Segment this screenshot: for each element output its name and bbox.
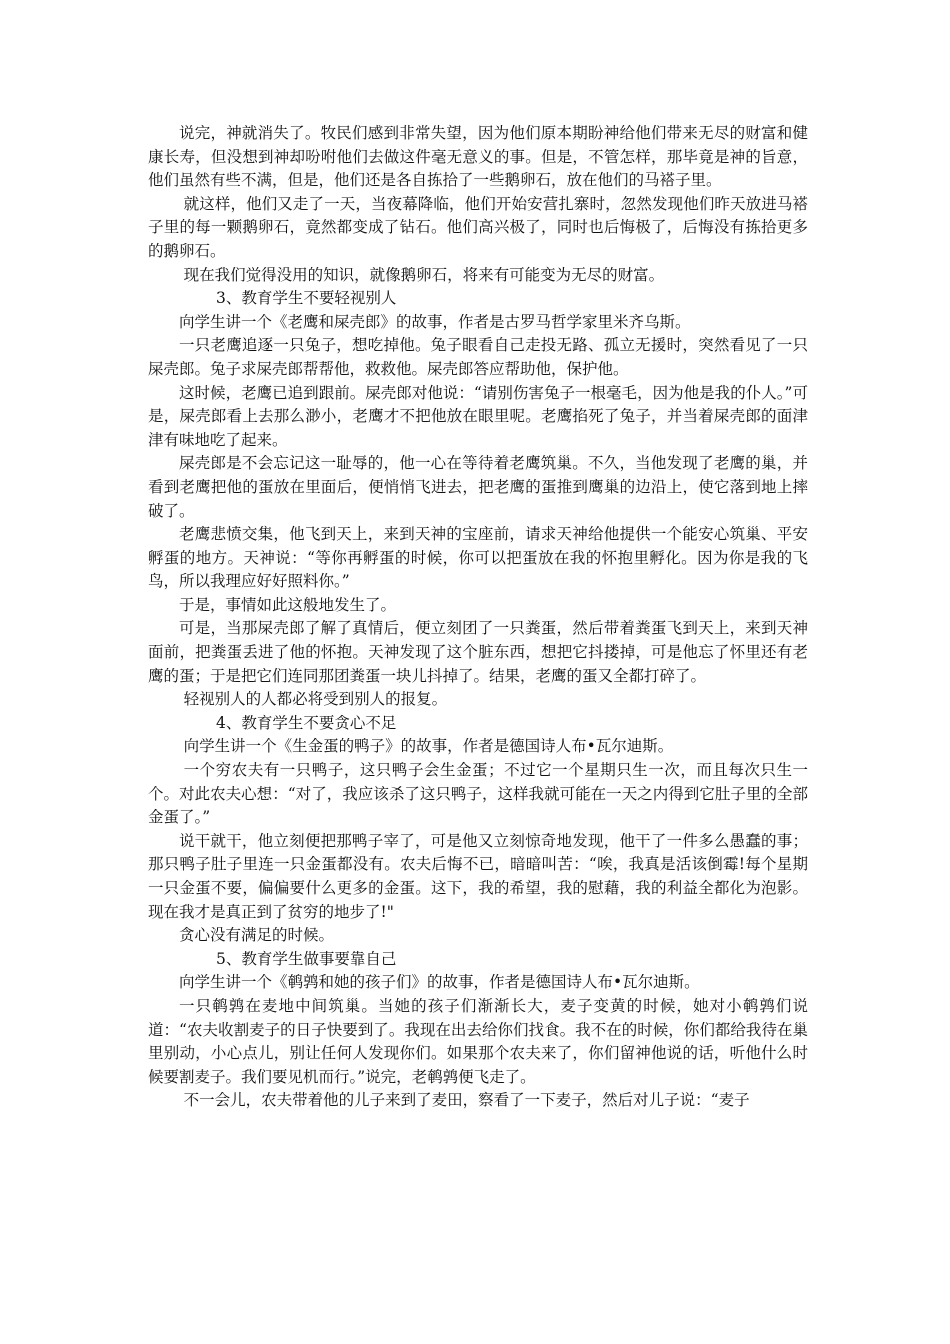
paragraph: 于是，事情如此这般地发生了。 bbox=[179, 595, 397, 614]
paragraph: 向学生讲一个《老鹰和屎壳郎》的故事，作者是古罗马哲学家里米齐乌斯。 bbox=[179, 312, 691, 331]
paragraph: 向学生讲一个《生金蛋的鸭子》的故事，作者是德国诗人布•瓦尔迪斯。 bbox=[183, 737, 674, 756]
section-heading: 3、教育学生不要轻视别人 bbox=[216, 289, 397, 308]
paragraph: 一只老鹰追逐一只兔子，想吃掉他。兔子眼看自己走投无路、孤立无援时，突然看见了一只屎壳郎。兔子求屎壳郎帮帮他，救救他。屎壳郎答应帮助他，保护他。 bbox=[148, 336, 808, 378]
paragraph: 说干就干，他立刻便把那鸭子宰了，可是他又立刻惊奇地发现，他干了一件多么愚蠢的事；那只鸭子肚子里连一只金蛋都没有。农夫后悔不已，暗暗叫苦：“唉，我真是活该倒霉!每个星期一只金蛋不要，偏偏要什么更多的金蛋。这下，我的希望，我的慰藉，我的利益全都化为泡影。现在我才是真正到了贫穷的地步了!" bbox=[148, 831, 808, 921]
paragraph: 不一会儿，农夫带着他的儿子来到了麦田，察看了一下麦子，然后对儿子说：“麦子 bbox=[183, 1091, 750, 1110]
section-heading: 4、教育学生不要贪心不足 bbox=[216, 713, 397, 732]
paragraph: 老鹰悲愤交集，他飞到天上，来到天神的宝座前，请求天神给他提供一个能安心筑巢、平安孵蛋的地方。天神说：“等你再孵蛋的时候，你可以把蛋放在我的怀抱里孵化。因为你是我的飞鸟，所以我理应好好照料你。” bbox=[148, 525, 808, 591]
paragraph: 可是，当那屎壳郎了解了真情后，便立刻团了一只粪蛋，然后带着粪蛋飞到天上，来到天神面前，把粪蛋丢进了他的怀抱。天神发现了这个脏东西，想把它抖搂掉，可是他忘了怀里还有老鹰的蛋；于是把它们连同那团粪蛋一块儿抖掉了。结果，老鹰的蛋又全都打碎了。 bbox=[148, 619, 808, 685]
paragraph: 说完，神就消失了。牧民们感到非常失望，因为他们原本期盼神给他们带来无尽的财富和健康长寿，但没想到神却吩咐他们去做这件毫无意义的事。但是，不管怎样，那毕竟是神的旨意，他们虽然有些不满，但是，他们还是各自拣拾了一些鹅卵石，放在他们的马褡子里。 bbox=[148, 124, 808, 190]
paragraph: 就这样，他们又走了一天，当夜幕降临，他们开始安营扎寨时，忽然发现他们昨天放进马褡子里的每一颗鹅卵石，竟然都变成了钻石。他们高兴极了，同时也后悔极了，后悔没有拣拾更多的鹅卵石。 bbox=[148, 194, 808, 260]
paragraph: 贪心没有满足的时候。 bbox=[179, 926, 335, 945]
paragraph: 现在我们觉得没用的知识，就像鹅卵石，将来有可能变为无尽的财富。 bbox=[183, 265, 665, 284]
paragraph: 一个穷农夫有一只鸭子，这只鸭子会生金蛋；不过它一个星期只生一次，而且每次只生一个。对此农夫心想：“对了，我应该杀了这只鸭子，这样我就可能在一天之内得到它肚子里的全部金蛋了。” bbox=[148, 761, 808, 827]
document-body bbox=[148, 122, 808, 1113]
section-heading: 5、教育学生做事要靠自己 bbox=[216, 949, 397, 968]
paragraph: 一只鹌鹑在麦地中间筑巢。当她的孩子们渐渐长大，麦子变黄的时候，她对小鹌鹑们说道：“农夫收割麦子的日子快要到了。我现在出去给你们找食。我不在的时候，你们都给我待在巢里别动，小心点儿，别让任何人发现你们。如果那个农夫来了，你们留神他说的话，听他什么时候要割麦子。我们要见机而行。”说完，老鹌鹑便飞走了。 bbox=[148, 996, 808, 1086]
paragraph: 屎壳郎是不会忘记这一耻辱的，他一心在等待着老鹰筑巢。不久，当他发现了老鹰的巢，并看到老鹰把他的蛋放在里面后，便悄悄飞进去，把老鹰的蛋推到鹰巢的边沿上，使它落到地上摔破了。 bbox=[148, 454, 808, 520]
paragraph: 轻视别人的人都必将受到别人的报复。 bbox=[183, 690, 448, 709]
paragraph: 这时候，老鹰已追到跟前。屎壳郎对他说：“请别伤害兔子一根毫毛，因为他是我的仆人。”可是，屎壳郎看上去那么渺小，老鹰才不把他放在眼里呢。老鹰掐死了兔子，并当着屎壳郎的面津津有味地吃了起来。 bbox=[148, 383, 808, 449]
paragraph: 向学生讲一个《鹌鹑和她的孩子们》的故事，作者是德国诗人布•瓦尔迪斯。 bbox=[179, 973, 700, 992]
